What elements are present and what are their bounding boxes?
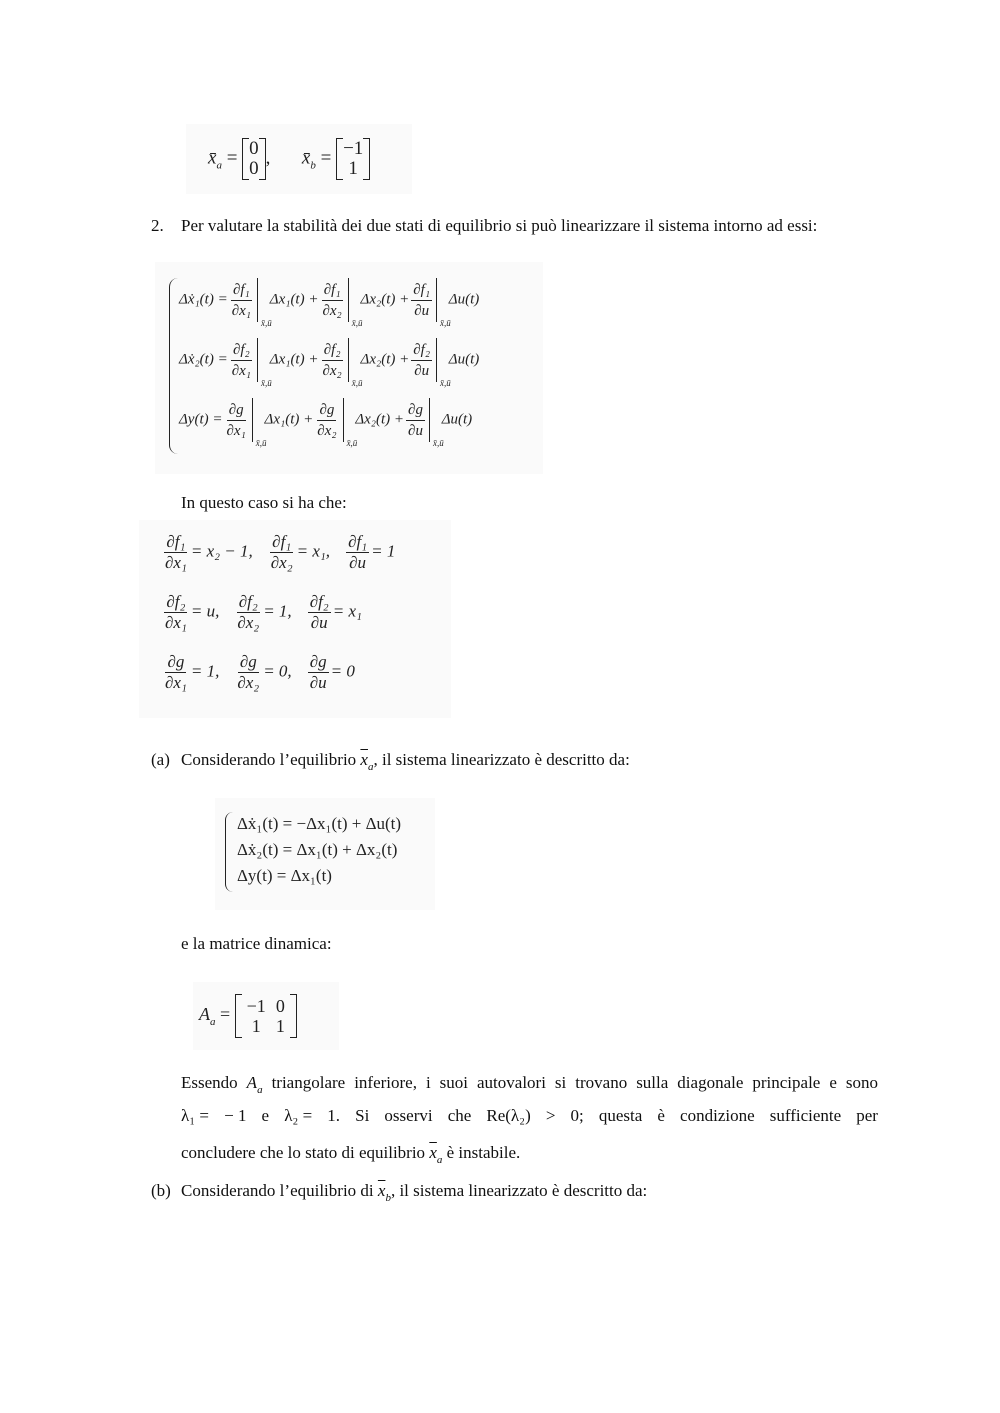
system-a-formula [215, 798, 435, 910]
linearized-row: Δẋ₂(t) = $\frac{\text{∂f₂}}{\text{∂x₁}}$ x̄,ū Δx₁(t) + $\frac{\text{∂f₂}}{\text{∂x₂}}$ x̄,ū Δx₂(t) + $\frac{\text{∂f₂}}{\partial u}$ x̄,ū Δu(t) [179, 338, 479, 382]
xa-label: x̄ [208, 147, 217, 169]
matrice-text: e la matrice dinamica: [181, 934, 332, 953]
item-a-text: Considerando l’equilibrio $\overline{x}_a$, il sistema linearizzato è descritto da: [181, 750, 630, 773]
paragraph-word: 0; [570, 1106, 584, 1125]
paragraph-word: per [856, 1106, 878, 1125]
xa-bar-var: $\overline{x}$ [360, 750, 368, 769]
paragraph-word: e [261, 1106, 270, 1125]
paragraph-line-1: Essendo $A_a$ triangolare inferiore, i suoi autovalori si trovano sulla diagonale principale e sono [181, 1073, 879, 1096]
item-2-text: Per valutare la stabilità dei due stati di equilibrio si può linearizzare il sistema intorno ad essi: [181, 216, 818, 235]
linearized-row: Δẋ₁(t) = $\frac{\text{∂f₁}}{\text{∂x₁}}$ x̄,ū Δx₁(t) + $\frac{\text{∂f₁}}{\text{∂x₂}}$ x̄,ū Δx₂(t) + $\frac{\text{∂f₁}}{\partial u}$ x̄,ū Δu(t) [179, 278, 479, 322]
system-a-row-3: Δy(t) = Δx₁(t) [237, 866, 332, 885]
item-b-text: Considerando l’equilibrio di $\overline{x}_b$, il sistema linearizzato è descritto da: [181, 1181, 648, 1204]
paragraph-line-3: concludere che lo stato di equilibrio $\overline{x}_a$ è instabile. [181, 1143, 521, 1166]
paragraph-word: Si [355, 1106, 370, 1125]
paragraph-word: 1. [327, 1106, 341, 1125]
xb-label: x̄ [301, 147, 311, 169]
partial-row: $\frac{\partial g}{\text{∂x₁}}$ = 1, $\frac{\partial g}{\text{∂x₂}}$ = 0, $\frac{\partial g}{\partial u}$ = 0 [165, 652, 355, 692]
xa-vector: 0 0 [249, 138, 259, 179]
paragraph-word: λ₁ = [181, 1106, 210, 1125]
paragraph-word: sufficiente [769, 1106, 842, 1125]
in-questo-text: In questo caso si ha che: [181, 493, 347, 512]
paragraph-word: Re(λ₂) [486, 1106, 531, 1125]
paragraph-word: osservi [384, 1106, 433, 1125]
paragraph-word: condizione [680, 1106, 755, 1125]
paragraph-word: è [657, 1106, 665, 1125]
partial-row: $\frac{\text{∂f₂}}{\text{∂x₁}}$ = u, $\frac{\text{∂f₂}}{\text{∂x₂}}$ = 1, $\frac{\text{∂f₂}}{\partial u}$ = x₁ [165, 592, 362, 632]
system-a-row-2: Δẋ₂(t) = Δx₁(t) + Δx₂(t) [237, 840, 398, 859]
xb-vector: −1 1 [343, 138, 364, 179]
item-2-number: 2. [151, 216, 164, 235]
item-b-label: (b) [151, 1181, 171, 1200]
system-a-row-1: Δẋ₁(t) = −Δx₁(t) + Δu(t) [237, 814, 402, 833]
paragraph-word: questa [598, 1106, 643, 1125]
partial-derivatives-formula [139, 520, 451, 718]
xb-bar-var: $\overline{x}$ [377, 1181, 386, 1200]
paragraph-line-2 [181, 1106, 878, 1126]
linearized-row: Δy(t) = $\frac{\partial g}{\text{∂x₁}}$ x̄,ū Δx₁(t) + $\frac{\partial g}{\text{∂x₂}}$ x̄,ū Δx₂(t) + $\frac{\partial g}{\partial u}$ x̄,ū Δu(t) [179, 398, 472, 442]
equilibrium-points-formula: $x̄_a$ = 0 0 , $x̄_b$ = −1 1 [186, 124, 412, 194]
linearized-system-formula [155, 262, 543, 474]
paragraph-word: > [545, 1106, 556, 1125]
paragraph-word: − 1 [224, 1106, 247, 1125]
partial-row: $\frac{\text{∂f₁}}{\text{∂x₁}}$ = x₂ − 1, $\frac{\text{∂f₁}}{\text{∂x₂}}$ = x₁, $\frac{\text{∂f₁}}{\partial u}$ = 1 [165, 532, 396, 572]
paragraph-word: che [447, 1106, 472, 1125]
matrix-a-formula: $A_a$ = −1 1 0 1 [193, 982, 339, 1050]
paragraph-word: λ₂ = [284, 1106, 313, 1125]
item-a-label: (a) [151, 750, 170, 769]
